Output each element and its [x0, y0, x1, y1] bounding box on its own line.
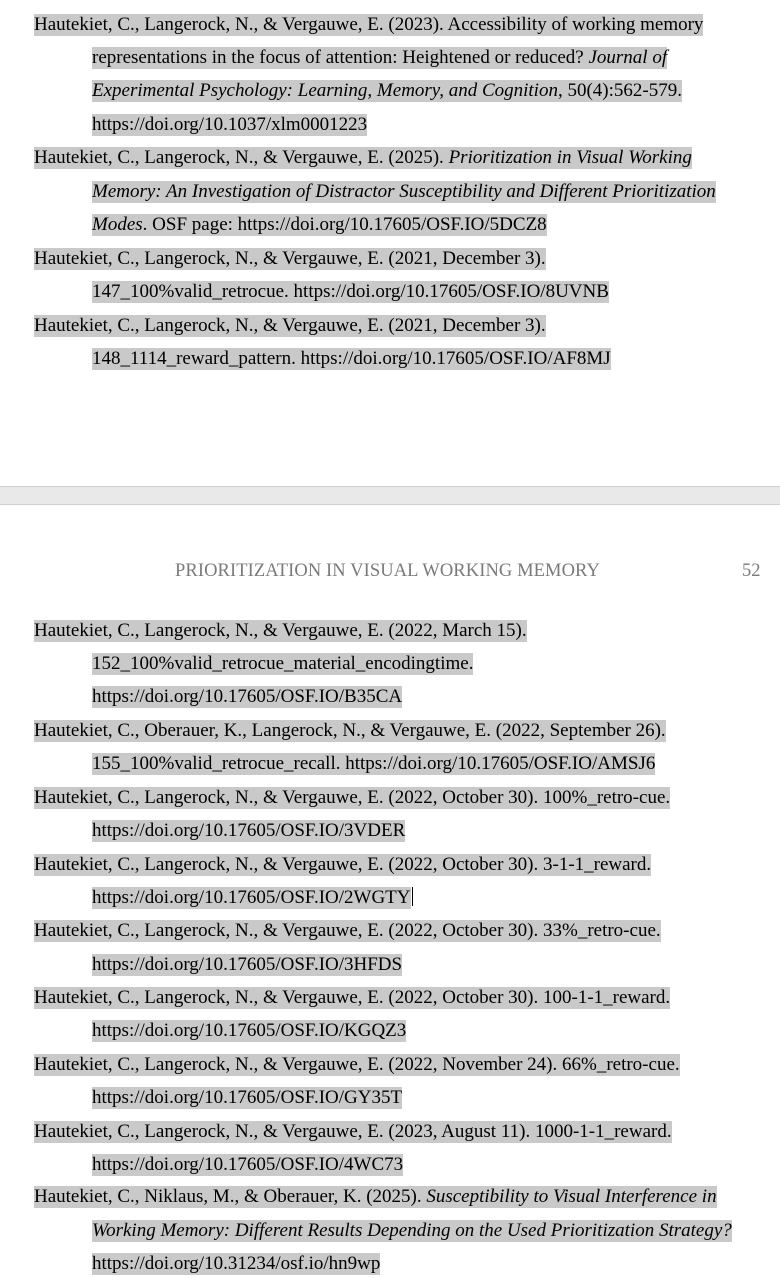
- ref-line[interactable]: Hautekiet, C., Langerock, N., & Vergauwe, E. (2022, October 30). 100-1-1_reward.: [34, 987, 671, 1008]
- document-page-previous[interactable]: [0, 0, 780, 486]
- ref-line[interactable]: https://doi.org/10.17605/OSF.IO/3HFDS: [92, 954, 403, 975]
- ref-line[interactable]: Memory: An Investigation of Distractor Susceptibility and Different Prioritization: [92, 181, 716, 202]
- text-cursor: [412, 887, 413, 906]
- ref-line[interactable]: https://doi.org/10.31234/osf.io/hn9wp: [92, 1253, 381, 1274]
- ref-line[interactable]: https://doi.org/10.17605/OSF.IO/GY35T: [92, 1087, 403, 1108]
- ref-line[interactable]: Hautekiet, C., Oberauer, K., Langerock, N., & Vergauwe, E. (2022, September 26).: [34, 720, 666, 741]
- ref-line[interactable]: Hautekiet, C., Niklaus, M., & Oberauer, K. (2025). Susceptibility to Visual Interference in: [34, 1186, 717, 1207]
- ref-line[interactable]: 147_100%valid_retrocue. https://doi.org/10.17605/OSF.IO/8UVNB: [92, 281, 609, 302]
- ref-line[interactable]: Hautekiet, C., Langerock, N., & Vergauwe, E. (2021, December 3).: [34, 315, 546, 336]
- ref-line[interactable]: Hautekiet, C., Langerock, N., & Vergauwe, E. (2023). Accessibility of working memory: [34, 14, 704, 35]
- ref-line[interactable]: 148_1114_reward_pattern. https://doi.org/10.17605/OSF.IO/AF8MJ: [92, 348, 611, 369]
- running-head: PRIORITIZATION IN VISUAL WORKING MEMORY: [175, 561, 600, 581]
- ref-line[interactable]: Hautekiet, C., Langerock, N., & Vergauwe, E. (2022, October 30). 33%_retro-cue.: [34, 920, 661, 941]
- ref-line[interactable]: Hautekiet, C., Langerock, N., & Vergauwe, E. (2022, October 30). 3-1-1_reward.: [34, 854, 652, 875]
- ref-line[interactable]: Hautekiet, C., Langerock, N., & Vergauwe, E. (2025). Prioritization in Visual Working: [34, 147, 692, 168]
- ref-line[interactable]: Hautekiet, C., Langerock, N., & Vergauwe, E. (2021, December 3).: [34, 248, 546, 269]
- ref-line[interactable]: Hautekiet, C., Langerock, N., & Vergauwe, E. (2022, November 24). 66%_retro-cue.: [34, 1054, 680, 1075]
- ref-line[interactable]: https://doi.org/10.1037/xlm0001223: [92, 114, 368, 135]
- page-break-gap: [0, 486, 780, 505]
- ref-line[interactable]: Experimental Psychology: Learning, Memory, and Cognition, 50(4):562-579.: [92, 80, 682, 101]
- ref-line[interactable]: Modes. OSF page: https://doi.org/10.17605/OSF.IO/5DCZ8: [92, 214, 547, 235]
- ref-line[interactable]: https://doi.org/10.17605/OSF.IO/3VDER: [92, 820, 406, 841]
- ref-line[interactable]: https://doi.org/10.17605/OSF.IO/2WGTY: [92, 887, 411, 908]
- ref-line[interactable]: Hautekiet, C., Langerock, N., & Vergauwe, E. (2023, August 11). 1000-1-1_reward.: [34, 1121, 672, 1142]
- ref-line[interactable]: Working Memory: Different Results Depending on the Used Prioritization Strategy?: [92, 1220, 732, 1241]
- page-number: 52: [742, 561, 761, 581]
- ref-line[interactable]: https://doi.org/10.17605/OSF.IO/KGQZ3: [92, 1020, 407, 1041]
- ref-line[interactable]: Hautekiet, C., Langerock, N., & Vergauwe, E. (2022, October 30). 100%_retro-cue.: [34, 787, 671, 808]
- ref-line[interactable]: https://doi.org/10.17605/OSF.IO/B35CA: [92, 686, 403, 707]
- ref-line[interactable]: https://doi.org/10.17605/OSF.IO/4WC73: [92, 1154, 404, 1175]
- ref-line[interactable]: representations in the focus of attention: Heightened or reduced? Journal of: [92, 47, 668, 68]
- ref-line[interactable]: Hautekiet, C., Langerock, N., & Vergauwe, E. (2022, March 15).: [34, 620, 527, 641]
- ref-line[interactable]: 155_100%valid_retrocue_recall. https://doi.org/10.17605/OSF.IO/AMSJ6: [92, 753, 656, 774]
- ref-line[interactable]: 152_100%valid_retrocue_material_encodingtime.: [92, 653, 474, 674]
